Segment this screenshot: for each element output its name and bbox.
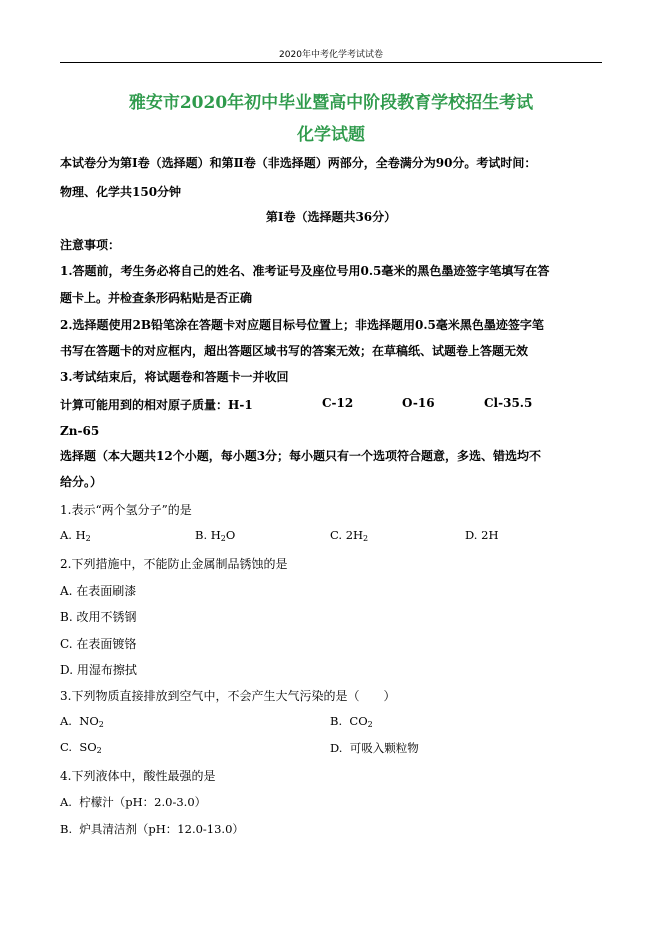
page-header: 2020年中考化学考试试卷	[279, 50, 383, 60]
q1-option-c: C. $2H_2$	[330, 528, 369, 543]
atomic-mass-cl: Cl-35.5	[484, 396, 533, 410]
note-2-line-1: 2.选择题使用2B铅笔涂在答题卡对应题目标号位置上；非选择题用0.5毫米黑色墨迹签字笔	[60, 318, 544, 332]
notes-heading: 注意事项：	[60, 238, 121, 252]
q2-option-b: B. 改用不锈钢	[60, 610, 137, 624]
exam-title: 雅安市2020年初中毕业暨高中阶段教育学校招生考试	[128, 93, 534, 113]
q4-stem: 4.下列液体中，酸性最强的是	[60, 769, 216, 783]
q3-option-d: D. 可吸入颗粒物	[330, 741, 419, 755]
q1-option-a: A. $H_2$	[60, 528, 91, 543]
q3-option-a: A. $NO_2$	[60, 714, 104, 729]
q2-option-c: C. 在表面镀铬	[60, 637, 137, 651]
choice-intro-line-2: 给分。）	[60, 475, 103, 489]
q4-option-b: B. 炉具清洁剂（pH：12.0-13.0）	[60, 822, 244, 836]
exam-subject: 化学试题	[297, 125, 365, 145]
q3-stem: 3.下列物质直接排放到空气中，不会产生大气污染的是（ ）	[60, 689, 396, 703]
note-1-line-2: 题卡上。并检查条形码粘贴是否正确	[60, 291, 253, 305]
intro-line-1: 本试卷分为第Ⅰ卷（选择题）和第Ⅱ卷（非选择题）两部分，全卷满分为90分。考试时间：	[60, 156, 537, 170]
q1-option-d: D. 2H	[465, 528, 499, 542]
q2-option-d: D. 用湿布擦拭	[60, 663, 137, 677]
q1-stem: 1.表示“两个氢分子”的是	[60, 503, 192, 517]
q4-option-a: A. 柠檬汁（pH：2.0-3.0）	[60, 795, 207, 809]
choice-intro-line-1: 选择题（本大题共12个小题，每小题3分；每小题只有一个选项符合题意，多选、错选均不	[60, 449, 542, 463]
q1-option-b: B. $H_2O$	[195, 528, 236, 543]
note-2-line-2: 书写在答题卡的对应框内，超出答题区域书写的答案无效；在草稿纸、试题卷上答题无效	[60, 344, 529, 358]
q3-option-b: B. $CO_2$	[330, 714, 373, 729]
header-rule	[60, 62, 602, 63]
atomic-mass-label: 计算可能用到的相对原子质量：H-1	[60, 398, 253, 412]
q3-option-c: C. $SO_2$	[60, 740, 102, 755]
atomic-mass-zn: Zn-65	[60, 424, 100, 438]
note-1-line-1: 1.答题前，考生务必将自己的姓名、准考证号及座位号用0.5毫米的黑色墨迹签字笔填写在答	[60, 264, 550, 278]
atomic-mass-o: O-16	[402, 396, 435, 410]
section-title: 第Ⅰ卷（选择题共36分）	[265, 210, 397, 224]
q2-option-a: A. 在表面刷漆	[60, 584, 137, 598]
intro-line-2: 物理、化学共150分钟	[60, 185, 182, 199]
atomic-mass-c: C-12	[322, 396, 354, 410]
note-3: 3.考试结束后，将试题卷和答题卡一并收回	[60, 370, 289, 384]
q2-stem: 2.下列措施中，不能防止金属制品锈蚀的是	[60, 557, 288, 571]
